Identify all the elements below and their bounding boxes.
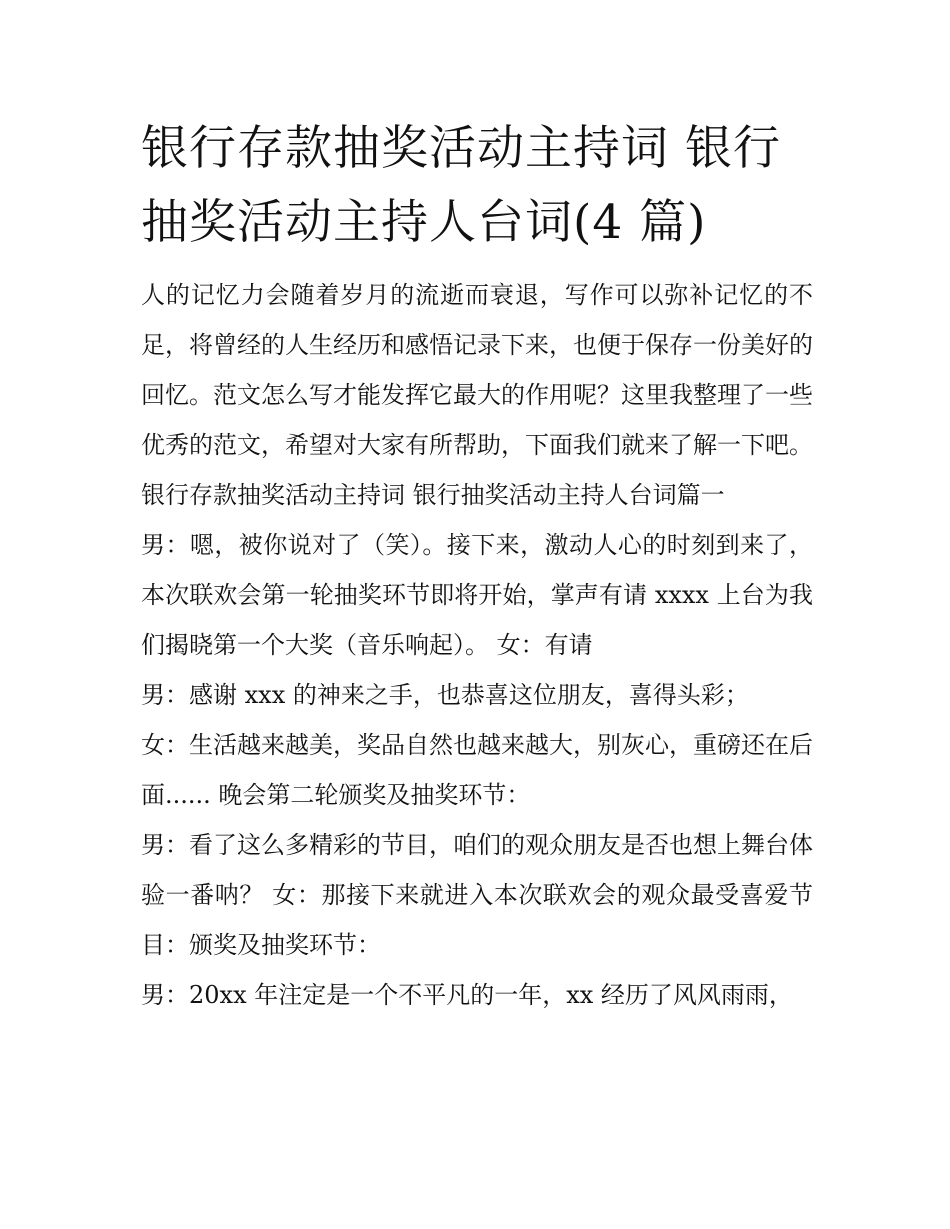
section-heading: 银行存款抽奖活动主持词 银行抽奖活动主持人台词篇一 bbox=[141, 481, 725, 509]
dialogue-paragraph: 男：感谢 xxx 的神来之手，也恭喜这位朋友，喜得头彩； bbox=[141, 681, 749, 709]
dialogue-paragraph: 男：嗯，被你说对了（笑）。接下来，激动人心的时刻到来了，本次联欢会第一轮抽奖环节即将开始，掌声有请 xxxx 上台为我们揭晓第一个大奖（音乐响起）。 女：有请 bbox=[141, 531, 813, 659]
document-page bbox=[141, 112, 813, 1020]
dialogue-paragraph: 男：20xx 年注定是一个不平凡的一年，xx 经历了风风雨雨， bbox=[141, 981, 793, 1009]
dialogue-paragraph: 女：生活越来越美，奖品自然也越来越大，别灰心，重磅还在后面...... 晚会第二轮颁奖及抽奖环节： bbox=[141, 731, 813, 809]
document-title: 银行存款抽奖活动主持词 银行抽奖活动主持人台词(4 篇) bbox=[141, 121, 781, 250]
dialogue-paragraph: 男：看了这么多精彩的节目，咱们的观众朋友是否也想上舞台体验一番呐？ 女：那接下来就进入本次联欢会的观众最受喜爱节目：颁奖及抽奖环节： bbox=[141, 831, 813, 959]
intro-paragraph: 人的记忆力会随着岁月的流逝而衰退，写作可以弥补记忆的不足，将曾经的人生经历和感悟记录下来，也便于保存一份美好的回忆。范文怎么写才能发挥它最大的作用呢？这里我整理了一些优秀的范文，希望对大家有所帮助，下面我们就来了解一下吧。 bbox=[141, 281, 813, 459]
